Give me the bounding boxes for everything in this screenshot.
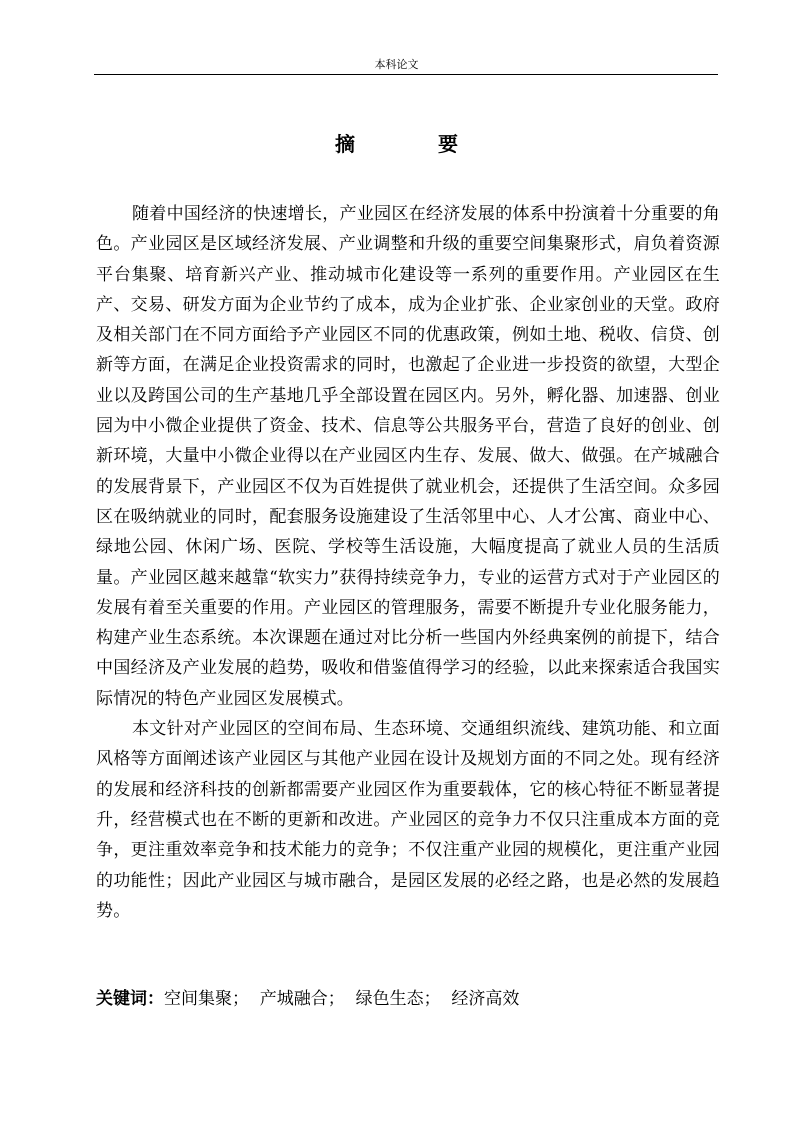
abstract-body: [96, 199, 720, 926]
abstract-paragraph-2: 本文针对产业园区的空间布局、生态环境、交通组织流线、建筑功能、和立面风格等方面阐述该产业园区与其他产业园在设计及规划方面的不同之处。现有经济的发展和经济科技的创新都需要产业园区作为重要载体，它的核心特征不断显著提升，经营模式也在不断的更新和改进。产业园区的竞争力不仅只注重成本方面的竞争，更注重效率竞争和技术能力的竞争；不仅注重产业园的规模化，更注重产业园的功能性；因此产业园区与城市融合，是园区发展的必经之路，也是必然的发展趋势。: [96, 719, 720, 921]
keywords-label: 关键词：: [96, 989, 164, 1009]
abstract-paragraph-1: 随着中国经济的快速增长，产业园区在经济发展的体系中扮演着十分重要的角色。产业园区是区域经济发展、产业调整和升级的重要空间集聚形式，肩负着资源平台集聚、培育新兴产业、推动城市化建设等一系列的重要作用。产业园区在生产、交易、研发方面为企业节约了成本，成为企业扩张、企业家创业的天堂。政府及相关部门在不同方面给予产业园区不同的优惠政策，例如土地、税收、信贷、创新等方面，在满足企业投资需求的同时，也激起了企业进一步投资的欲望，大型企业以及跨国公司的生产基地几乎全部设置在园区内。另外，孵化器、加速器、创业园为中小微企业提供了资金、技术、信息等公共服务平台，营造了良好的创业、创新环境，大量中小微企业得以在产业园区内生存、发展、做大、做强。在产城融合的发展背景下，产业园区不仅为百姓提供了就业机会，还提供了生活空间。众多园区在吸纳就业的同时，配套服务设施建设了生活邻里中心、人才公寓、商业中心、绿地公园、休闲广场、医院、学校等生活设施，大幅度提高了就业人员的生活质量。产业园区越来越靠“软实力”获得持续竞争力，专业的运营方式对于产业园区的发展有着至关重要的作用。产业园区的管理服务，需要不断提升专业化服务能力，构建产业生态系统。本次课题在通过对比分析一些国内外经典案例的前提下，结合中国经济及产业发展的趋势，吸收和借鉴值得学习的经验，以此来探索适合我国实际情况的特色产业园区发展模式。: [96, 204, 720, 709]
keywords-text: 空间集聚； 产城融合； 绿色生态； 经济高效: [164, 989, 520, 1009]
running-header: 本科论文: [374, 58, 419, 71]
keywords-line: [96, 986, 720, 1012]
abstract-title: 摘 要: [335, 132, 496, 156]
header-rule: [94, 74, 718, 75]
